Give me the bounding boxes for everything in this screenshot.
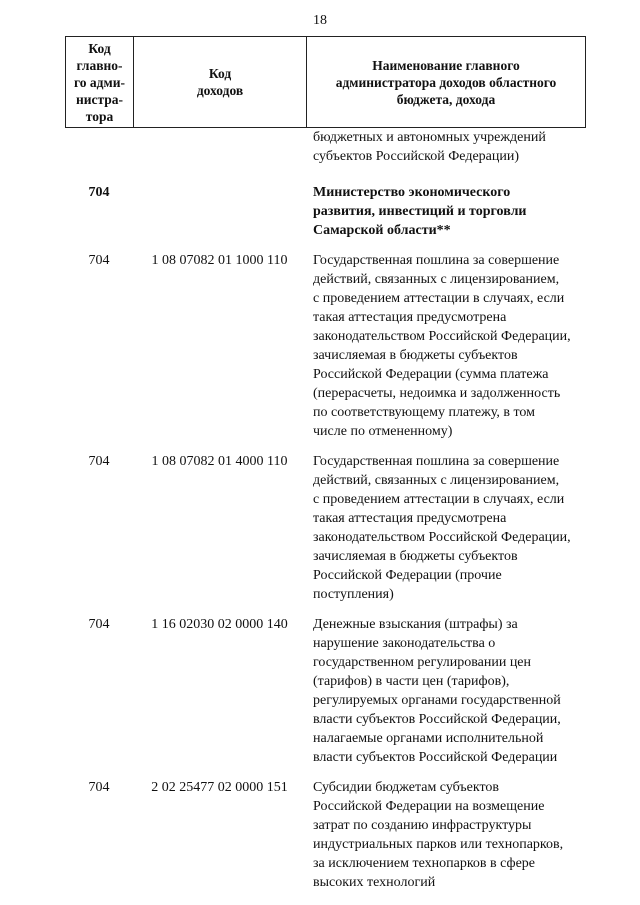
table-row [65,615,586,767]
revenue-code-cell [133,183,306,240]
admin-code-cell: 704 [88,780,110,795]
name-cell: Государственная пошлина за совершение действий, связанных с лицензированием, с проведением аттестации в случаях, если такая аттестация предусмотрена законодательством Российской Федерации, зачисляемая в бюджеты субъектов Российской Федерации (сумма платежа (перерасчеты, недоимка и задолженность по соответствующему платежу, в том числе по отмененному) [313,253,571,439]
admin-code-cell: 704 [88,454,110,469]
revenue-code-cell: 2 02 25477 02 0000 151 [151,780,288,795]
header-name-label: Наименование главного администратора доходов областного бюджета, дохода [335,57,557,107]
name-cell: Государственная пошлина за совершение действий, связанных с лицензированием, с проведением аттестации в случаях, если такая аттестация предусмотрена законодательством Российской Федерации, зачисляемая в бюджеты субъектов Российской Федерации (прочие поступления) [313,454,571,602]
revenue-code-cell: 1 16 02030 02 0000 140 [151,617,288,632]
name-cell: Министерство экономического развития, инвестиций и торговли Самарской области** [313,185,527,238]
name-cell: бюджетных и автономных учреждений субъектов Российской Федерации) [313,130,546,164]
admin-code-cell: 704 [88,185,110,200]
table-row [65,452,586,604]
admin-code-cell [65,128,133,166]
admin-code-cell: 704 [88,617,110,632]
header-name [307,37,585,127]
header-admin-code-label: Код главно- го адми- нистра- тора [74,40,125,124]
header-revenue-code [134,37,307,127]
table-row [65,183,586,240]
name-cell: Субсидии бюджетам субъектов Российской Федерации на возмещение затрат по созданию инфраструктуры индустриальных парков или технопарков, за исключением технопарков в сфере высоких технологий [313,780,564,890]
name-cell: Денежные взыскания (штрафы) за нарушение законодательства о государственном регулировании цен (тарифов) в части цен (тарифов), регулируемых органами государственной власти субъектов Российской Федерации, налагаемые органами исполнительной власти субъектов Российской Федерации [313,617,561,765]
table-row [65,251,586,441]
table-body [65,128,586,892]
page-number: 18 [313,13,327,28]
table-header [65,36,586,128]
revenue-code-cell: 1 08 07082 01 4000 110 [151,454,288,469]
revenue-code-cell: 1 08 07082 01 1000 110 [151,253,288,268]
table-row [65,778,586,892]
header-admin-code [66,37,134,127]
admin-code-cell: 704 [88,253,110,268]
table-row-continuation [65,128,586,166]
header-revenue-code-label: Код доходов [196,66,244,98]
revenue-code-cell [133,128,306,166]
